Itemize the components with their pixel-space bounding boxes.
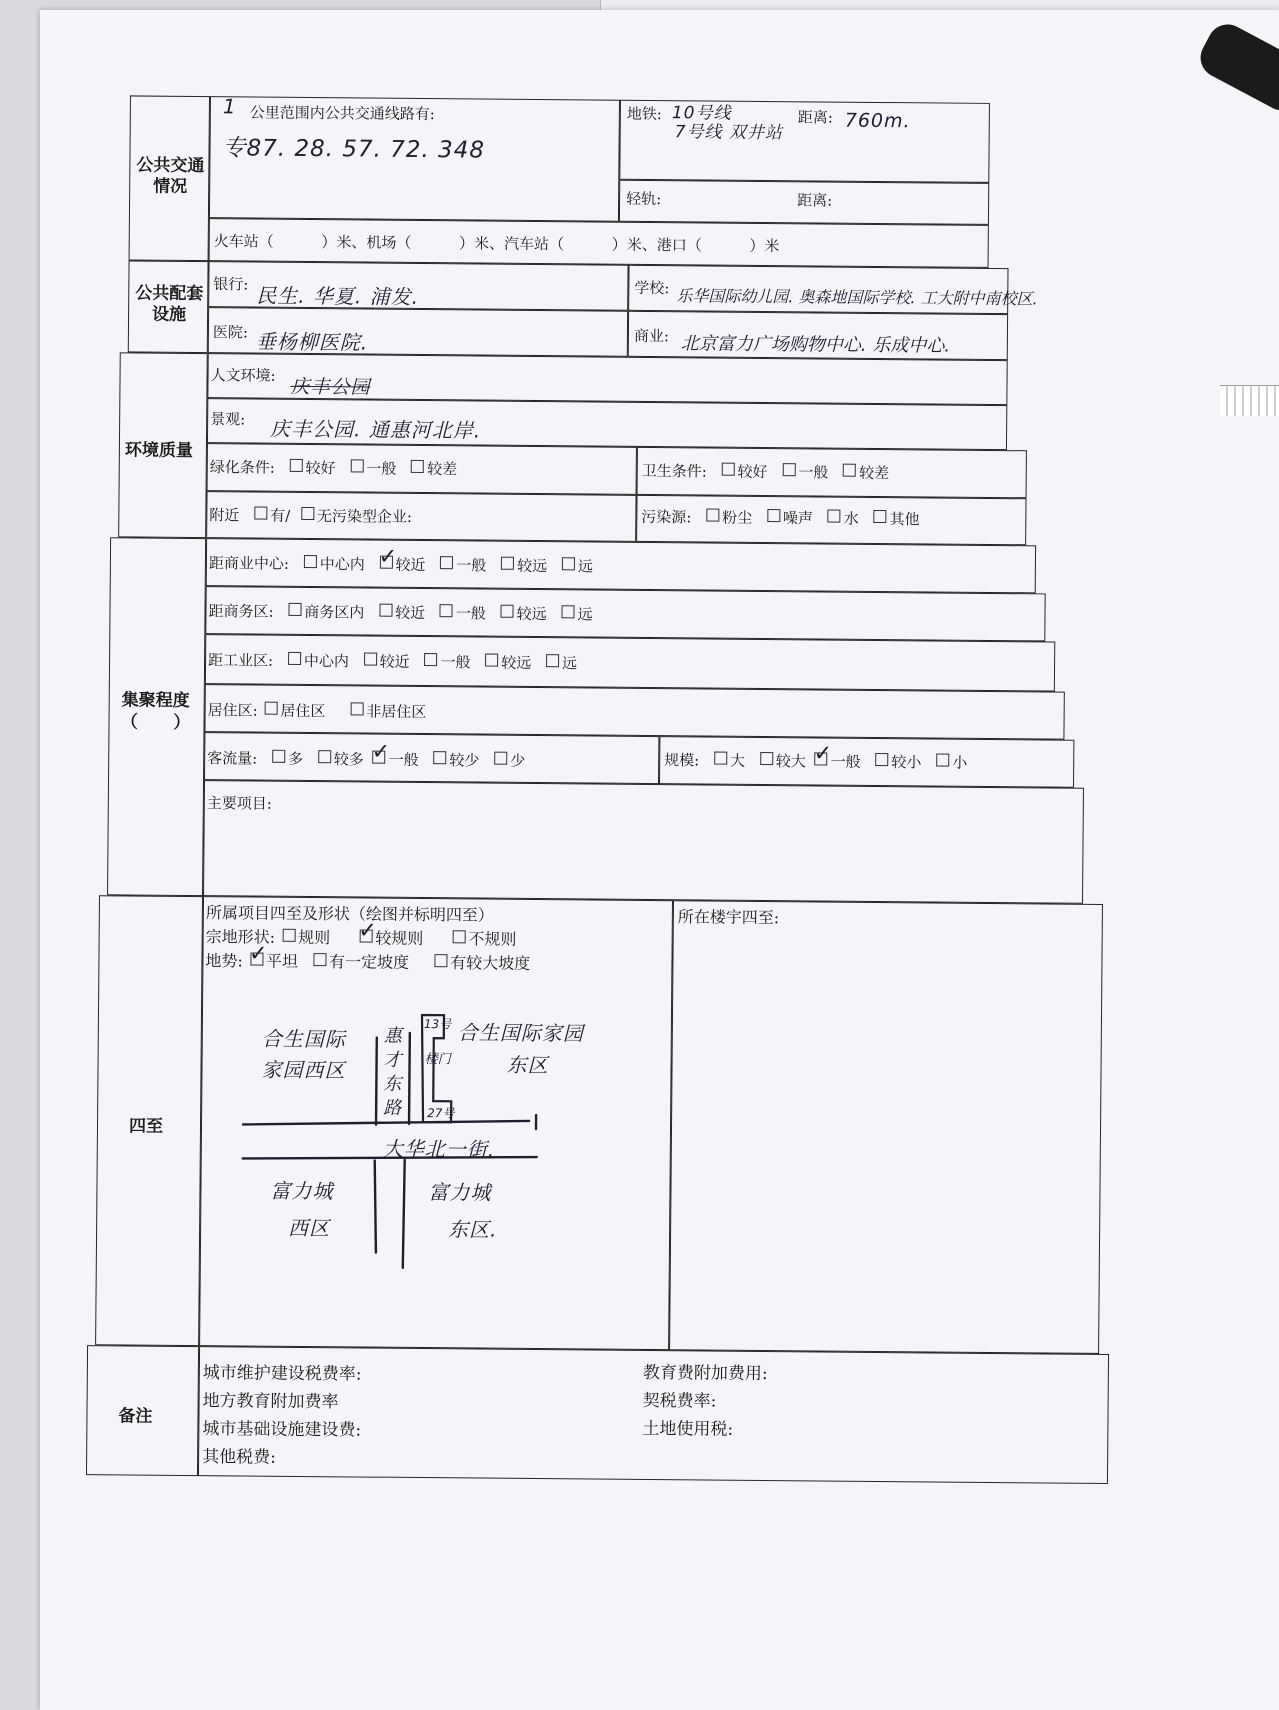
- road-line-right-lower: [403, 1160, 405, 1268]
- greening-option-3: 较差: [427, 460, 457, 478]
- checkmark-icon: ✓: [379, 545, 398, 570]
- sketch-site-mid: 楼门: [425, 1048, 451, 1067]
- business-center-option-2: 较近: [395, 556, 425, 574]
- metro-line-2: 7号线 双井站: [675, 117, 783, 143]
- building-label: 所在楼宇四至:: [678, 904, 780, 928]
- residential-label: 居住区:: [208, 701, 258, 719]
- scale-option-5: 小: [952, 754, 967, 772]
- pen: [1194, 17, 1279, 117]
- business-district-option-3: 一般: [456, 604, 486, 622]
- survey-form: [67, 95, 1215, 1605]
- checkmark-icon: ✓: [358, 918, 377, 943]
- shape-option-3: 不规则: [468, 929, 516, 948]
- terrain-option-1: 平坦: [266, 952, 298, 971]
- scale-option-2: 较大: [776, 752, 806, 770]
- scale-option-1: 大: [730, 752, 745, 770]
- sketch-se-2: 东区.: [448, 1213, 498, 1242]
- business-center-label: 距商业中心:: [209, 554, 289, 573]
- remark-right-3: 土地使用税:: [642, 1414, 733, 1440]
- bus-label: 公里范围内公共交通线路有:: [250, 101, 435, 124]
- greening-option-2: 一般: [366, 460, 396, 478]
- sketch-nw-1: 合生国际: [262, 1023, 346, 1053]
- pollution-option-3: 水: [844, 510, 859, 528]
- main-items-label: 主要项目:: [207, 792, 272, 814]
- sketch-sw-1: 富力城: [270, 1175, 333, 1205]
- pollution-option-1: 粉尘: [722, 509, 752, 527]
- project-label: 所属项目四至及形状（绘图并标明四至）: [206, 900, 494, 926]
- hospital-value: 垂杨柳医院.: [256, 326, 369, 356]
- traffic-option-1: 多: [288, 750, 303, 768]
- terrain-label: 地势:: [205, 951, 243, 970]
- traffic-option-2: 较多: [334, 750, 364, 768]
- traffic-option-5: 少: [510, 752, 525, 770]
- culture-label: 人文环境:: [210, 364, 275, 386]
- industrial-option-2: 较近: [380, 653, 410, 671]
- nearby-option-2: 无污染型企业:: [317, 507, 412, 526]
- pollution-label: 污染源:: [641, 508, 691, 526]
- business-center-option-5: 远: [578, 557, 593, 575]
- traffic-option-3: 一般: [389, 751, 419, 769]
- traffic-label: 客流量:: [207, 749, 257, 767]
- business-district-label: 距商务区:: [208, 602, 273, 621]
- terrain-option-2: 有一定坡度: [329, 952, 409, 972]
- bus-km: 1: [223, 94, 237, 118]
- landscape-label: 景观:: [210, 408, 245, 429]
- metro-line-1: 10号线: [672, 98, 732, 124]
- terrain-option-3: 有较大坡度: [450, 953, 530, 973]
- bus-lines: 专87. 28. 57. 72. 348: [222, 129, 485, 164]
- boundaries-label: 四至: [129, 1111, 163, 1136]
- greening-option-1: 较好: [306, 459, 336, 477]
- sketch-road-v-1: 惠: [384, 1022, 403, 1048]
- sanitation-option-1: 较好: [738, 463, 768, 481]
- commerce-value: 北京富力广场购物中心. 乐成中心.: [681, 329, 950, 357]
- culture-value: 庆丰公园: [290, 372, 370, 400]
- checkmark-icon: ✓: [814, 741, 833, 766]
- shape-label: 宗地形状:: [206, 927, 276, 947]
- road-line-top: [243, 1118, 529, 1126]
- sketch-ne-2: 东区: [506, 1049, 548, 1078]
- metro-distance-label: 距离:: [798, 106, 833, 127]
- business-district-option-1: 商务区内: [304, 603, 364, 622]
- sketch-road-h: 大华北一街.: [383, 1133, 496, 1163]
- agglomeration-label: 集聚程度 （ ）: [110, 689, 200, 734]
- nearby-label: 附近: [209, 506, 239, 524]
- shape-option-1: 规则: [298, 928, 330, 947]
- road-line-left-lower: [374, 1161, 377, 1253]
- industrial-option-5: 远: [562, 654, 577, 672]
- hospital-label: 医院:: [213, 321, 248, 342]
- remarks-label: 备注: [118, 1401, 152, 1426]
- commerce-label: 商业:: [634, 325, 669, 346]
- remark-right-2: 契税费率:: [643, 1386, 717, 1412]
- sketch-road-v-2: 才: [383, 1046, 402, 1072]
- residential-option-1: 居住区: [280, 702, 325, 720]
- scale-option-3: 一般: [831, 753, 861, 771]
- sketch-site-bottom: 27号: [427, 1104, 454, 1121]
- sketch-road-v-3: 东: [383, 1070, 402, 1096]
- transport-label: 公共交通 情况: [134, 155, 206, 198]
- business-district-option-5: 远: [577, 605, 592, 623]
- industrial-option-1: 中心内: [304, 652, 349, 670]
- nearby-option-1: 有/: [270, 507, 290, 525]
- sanitation-label: 卫生条件:: [642, 462, 707, 481]
- residential-option-2: 非居住区: [366, 703, 426, 722]
- shape-option-2: 较规则: [375, 929, 423, 948]
- environment-label: 环境质量: [125, 435, 193, 461]
- school-label: 学校:: [634, 277, 669, 298]
- scale-label: 规模:: [664, 751, 699, 769]
- checkmark-icon: ✓: [372, 740, 391, 765]
- road-line-right-upper: [409, 1033, 410, 1124]
- building-cell: [669, 900, 1103, 1354]
- sanitation-option-3: 较差: [859, 464, 889, 482]
- business-center-option-1: 中心内: [320, 555, 365, 573]
- remark-left-1: 城市维护建设税费率:: [203, 1358, 362, 1384]
- sketch-road-v-4: 路: [383, 1094, 402, 1120]
- road-line-left-upper: [376, 1038, 377, 1125]
- bank-label: 银行:: [213, 273, 248, 294]
- sketch-se-1: 富力城: [428, 1176, 491, 1206]
- school-value: 乐华国际幼儿园. 奥森地国际学校. 工大附中南校区.: [676, 283, 1038, 309]
- remark-left-2: 地方教育附加费率: [203, 1386, 339, 1412]
- remark-left-4: 其他税费:: [202, 1442, 276, 1468]
- pollution-option-4: 其他: [889, 510, 919, 528]
- industrial-label: 距工业区:: [208, 651, 273, 670]
- light-rail-distance-label: 距离:: [797, 189, 832, 210]
- remark-left-3: 城市基础设施建设费:: [202, 1414, 361, 1440]
- light-rail-label: 轻轨:: [626, 188, 661, 209]
- industrial-option-3: 一般: [440, 653, 470, 671]
- metro-distance: 760m.: [845, 110, 911, 133]
- metro-label: 地铁:: [627, 103, 662, 124]
- sketch-nw-2: 家园西区: [261, 1054, 345, 1084]
- industrial-option-4: 较远: [501, 654, 531, 672]
- sketch-sw-2: 西区: [288, 1212, 330, 1241]
- checkmark-icon: ✓: [249, 942, 268, 967]
- business-center-option-3: 一般: [456, 556, 486, 574]
- sketch-site-top: 13号: [424, 1015, 451, 1032]
- sanitation-option-2: 一般: [798, 463, 828, 481]
- scale-option-4: 较小: [891, 753, 921, 771]
- landscape-value: 庆丰公园. 通惠河北岸.: [270, 413, 481, 444]
- bank-value: 民生. 华夏. 浦发.: [256, 280, 419, 310]
- sketch-ne-1: 合生国际家园: [458, 1016, 584, 1046]
- business-district-option-2: 较近: [395, 604, 425, 622]
- greening-label: 绿化条件:: [210, 458, 275, 477]
- facilities-label: 公共配套 设施: [133, 283, 205, 326]
- stations-text: 火车站（ ）米、机场（ ）米、汽车站（ ）米、港口（ ）米: [214, 230, 780, 256]
- page-curl: [1220, 385, 1279, 416]
- traffic-option-4: 较少: [449, 751, 479, 769]
- business-district-option-4: 较远: [517, 605, 547, 623]
- remark-right-1: 教育费附加费用:: [643, 1358, 768, 1384]
- business-center-option-4: 较远: [517, 557, 547, 575]
- pollution-option-2: 噪声: [783, 509, 813, 527]
